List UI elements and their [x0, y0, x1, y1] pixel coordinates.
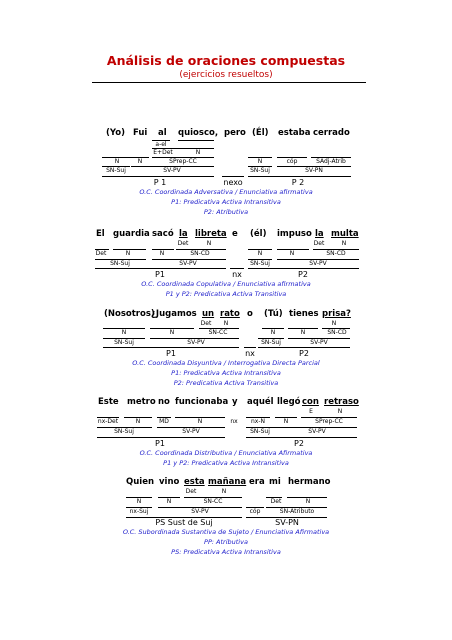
tag: E+Det	[153, 149, 173, 156]
tag: N	[121, 329, 127, 336]
word: prisa?	[322, 309, 351, 319]
word: con	[302, 397, 319, 407]
tag: SN-Suj	[250, 167, 270, 174]
analysis-note: O.C. Coordinada Disyuntiva / Interrogativa Directa Parcial	[132, 359, 320, 367]
tag: N	[283, 418, 289, 425]
word: guardia	[113, 229, 150, 239]
page-title: Análisis de oraciones compuestas	[106, 53, 346, 68]
analysis-line	[95, 268, 226, 269]
tag: N	[257, 250, 263, 257]
tag: SV-PN	[305, 167, 323, 174]
tag: nx	[230, 418, 238, 425]
tag: N	[197, 418, 203, 425]
tag: SN-Atributo	[279, 508, 315, 515]
tag: SN-CD	[190, 250, 210, 257]
analysis-note: O.C. Coordinada Adversativa / Enunciativa afirmativa	[139, 188, 313, 196]
tag: N	[221, 488, 227, 495]
word: y	[232, 397, 238, 407]
tag: SN-CD	[327, 329, 347, 336]
tag: N	[257, 158, 263, 165]
analysis-line	[178, 140, 214, 141]
tag: Det	[313, 240, 325, 247]
tag: SV-PV	[308, 428, 326, 435]
tag: SN-Suj	[110, 260, 130, 267]
analysis-note: P1 y P2: Predicativa Activa Transitiva	[165, 290, 287, 298]
analysis-line	[102, 176, 214, 177]
analysis-line	[97, 437, 225, 438]
word: pero	[224, 128, 246, 138]
analysis-line	[258, 347, 350, 348]
analysis-note: P1 y P2: Predicativa Activa Intransitiva	[163, 459, 289, 467]
tag: cóp	[286, 158, 298, 165]
word: tienes	[289, 309, 319, 319]
tag: SV-PV	[309, 260, 327, 267]
tag: E	[309, 408, 313, 415]
proposition-2: P2	[294, 439, 304, 448]
word: metro	[127, 397, 156, 407]
word: (él)	[250, 229, 267, 239]
word: (Él)	[252, 128, 269, 138]
analysis-line	[244, 347, 256, 348]
analysis-note: P2: Atributiva	[203, 208, 249, 216]
analysis-note: O.C. Subordinada Sustantiva de Sujeto / Enunciativa Afirmativa	[122, 528, 330, 536]
tag: SPrep-CC	[315, 418, 343, 425]
proposition-1: P1	[166, 349, 176, 358]
word: mañana	[208, 477, 247, 487]
word: aquél	[247, 397, 274, 407]
nexus: nx	[245, 349, 255, 358]
tag: Det	[177, 240, 189, 247]
tag: SV-PV	[187, 339, 205, 346]
tag: SV-PV	[310, 339, 328, 346]
word: o	[247, 309, 253, 319]
analysis-line	[248, 176, 351, 177]
tag: Det	[185, 488, 197, 495]
tag: cóp	[249, 508, 261, 515]
word: Fui	[133, 128, 148, 138]
tag: N	[223, 320, 229, 327]
tag: SV-PV	[182, 428, 200, 435]
word: al	[158, 128, 167, 138]
tag: N	[159, 250, 165, 257]
analysis-line	[248, 268, 359, 269]
tag: SPrep-CC	[169, 158, 197, 165]
word: (Nosotros)	[104, 309, 155, 319]
tag: nx-N	[250, 418, 266, 425]
proposition-1: P 1	[153, 178, 167, 187]
tag: Det	[95, 250, 107, 257]
analysis-note: O.C. Coordinada Copulativa / Enunciativa afirmativa	[141, 280, 311, 288]
word: retraso	[324, 397, 359, 407]
word: ¿Jugamos	[151, 309, 197, 319]
tag: N	[125, 250, 131, 257]
word: e	[232, 229, 238, 239]
tag: N	[289, 250, 295, 257]
tag: N	[195, 149, 201, 156]
word: era	[249, 477, 265, 487]
tag: SN-CC	[203, 498, 223, 505]
tag: N	[136, 498, 142, 505]
tag: N	[341, 240, 347, 247]
tag: N	[305, 498, 311, 505]
tag: SN-Suj	[261, 339, 281, 346]
word: (Tú)	[264, 309, 283, 319]
tag: MD	[159, 418, 169, 425]
tag: nx-Suj	[129, 508, 149, 515]
analysis-note: P1: Predicativa Activa Intransitiva	[171, 369, 281, 377]
tag: SV-PV	[163, 167, 181, 174]
tag: N	[114, 158, 120, 165]
predicate: SV-PN	[275, 518, 299, 527]
proposition-2: P2	[298, 270, 308, 279]
proposition-2: P2	[299, 349, 309, 358]
tag: SN-CC	[208, 329, 228, 336]
word: vino	[159, 477, 180, 487]
tag: SN-Suj	[114, 339, 134, 346]
analysis-note: P1: Predicativa Activa Intransitiva	[171, 198, 281, 206]
proposition-1: P1	[155, 270, 165, 279]
tag: N	[169, 329, 175, 336]
tag: N	[206, 240, 212, 247]
analysis-note: O.C. Coordinada Distributiva / Enunciativa Afirmativa	[139, 449, 313, 457]
tag: Det	[200, 320, 212, 327]
analysis-line	[103, 347, 239, 348]
word: hermano	[288, 477, 331, 487]
word: Este	[98, 397, 119, 407]
tag: nx-Det	[97, 418, 119, 425]
word: (Yo)	[106, 128, 125, 138]
word: cerrado	[313, 128, 350, 138]
word: un	[202, 309, 215, 319]
nexus: nexo	[223, 178, 243, 187]
tag: SV-PV	[179, 260, 197, 267]
tag: SN-Suj	[114, 428, 134, 435]
word: no	[158, 397, 170, 407]
tag: SN-Suj	[250, 428, 270, 435]
tag: N	[337, 408, 343, 415]
word: Quien	[126, 477, 155, 487]
word: quiosco,	[178, 128, 219, 138]
word: estaba	[278, 128, 311, 138]
analysis-line	[222, 176, 244, 177]
proposition-2: P 2	[291, 178, 305, 187]
tag: SN-CD	[326, 250, 346, 257]
proposition-subordinate: PS Sust de Suj	[155, 518, 213, 527]
word: la	[179, 229, 188, 239]
word: la	[315, 229, 324, 239]
tag: Det	[270, 498, 282, 505]
tag: N	[135, 418, 141, 425]
word: esta	[184, 477, 205, 487]
tag: SV-PV	[191, 508, 209, 515]
word: impuso	[277, 229, 312, 239]
analysis-note: PS: Predicativa Activa Intransitiva	[171, 548, 281, 556]
analysis-note: P2: Predicativa Activa Transitiva	[173, 379, 279, 387]
proposition-1: P1	[155, 439, 165, 448]
page-subtitle: (ejercicios resueltos)	[179, 70, 273, 80]
tag: SAdj-Atrib	[316, 158, 346, 165]
tag: N	[300, 329, 306, 336]
title-divider	[92, 82, 366, 83]
tag: a-el	[155, 141, 167, 148]
tag: SN-Suj	[106, 167, 126, 174]
word: libreta	[195, 229, 227, 239]
tag: N	[331, 320, 337, 327]
tag: N	[137, 158, 143, 165]
analysis-note: PP: Atributiva	[204, 538, 248, 546]
word: sacó	[152, 229, 174, 239]
analysis-line	[246, 437, 357, 438]
tag: SN-Suj	[250, 260, 270, 267]
word: rato	[220, 309, 240, 319]
tag: N	[270, 329, 276, 336]
word: multa	[331, 229, 359, 239]
word: funcionaba	[175, 397, 229, 407]
nexus: nx	[232, 270, 242, 279]
word: mi	[269, 477, 281, 487]
analysis-line	[230, 268, 244, 269]
word: llegó	[277, 397, 301, 407]
tag: N	[166, 498, 172, 505]
word: El	[96, 229, 105, 239]
